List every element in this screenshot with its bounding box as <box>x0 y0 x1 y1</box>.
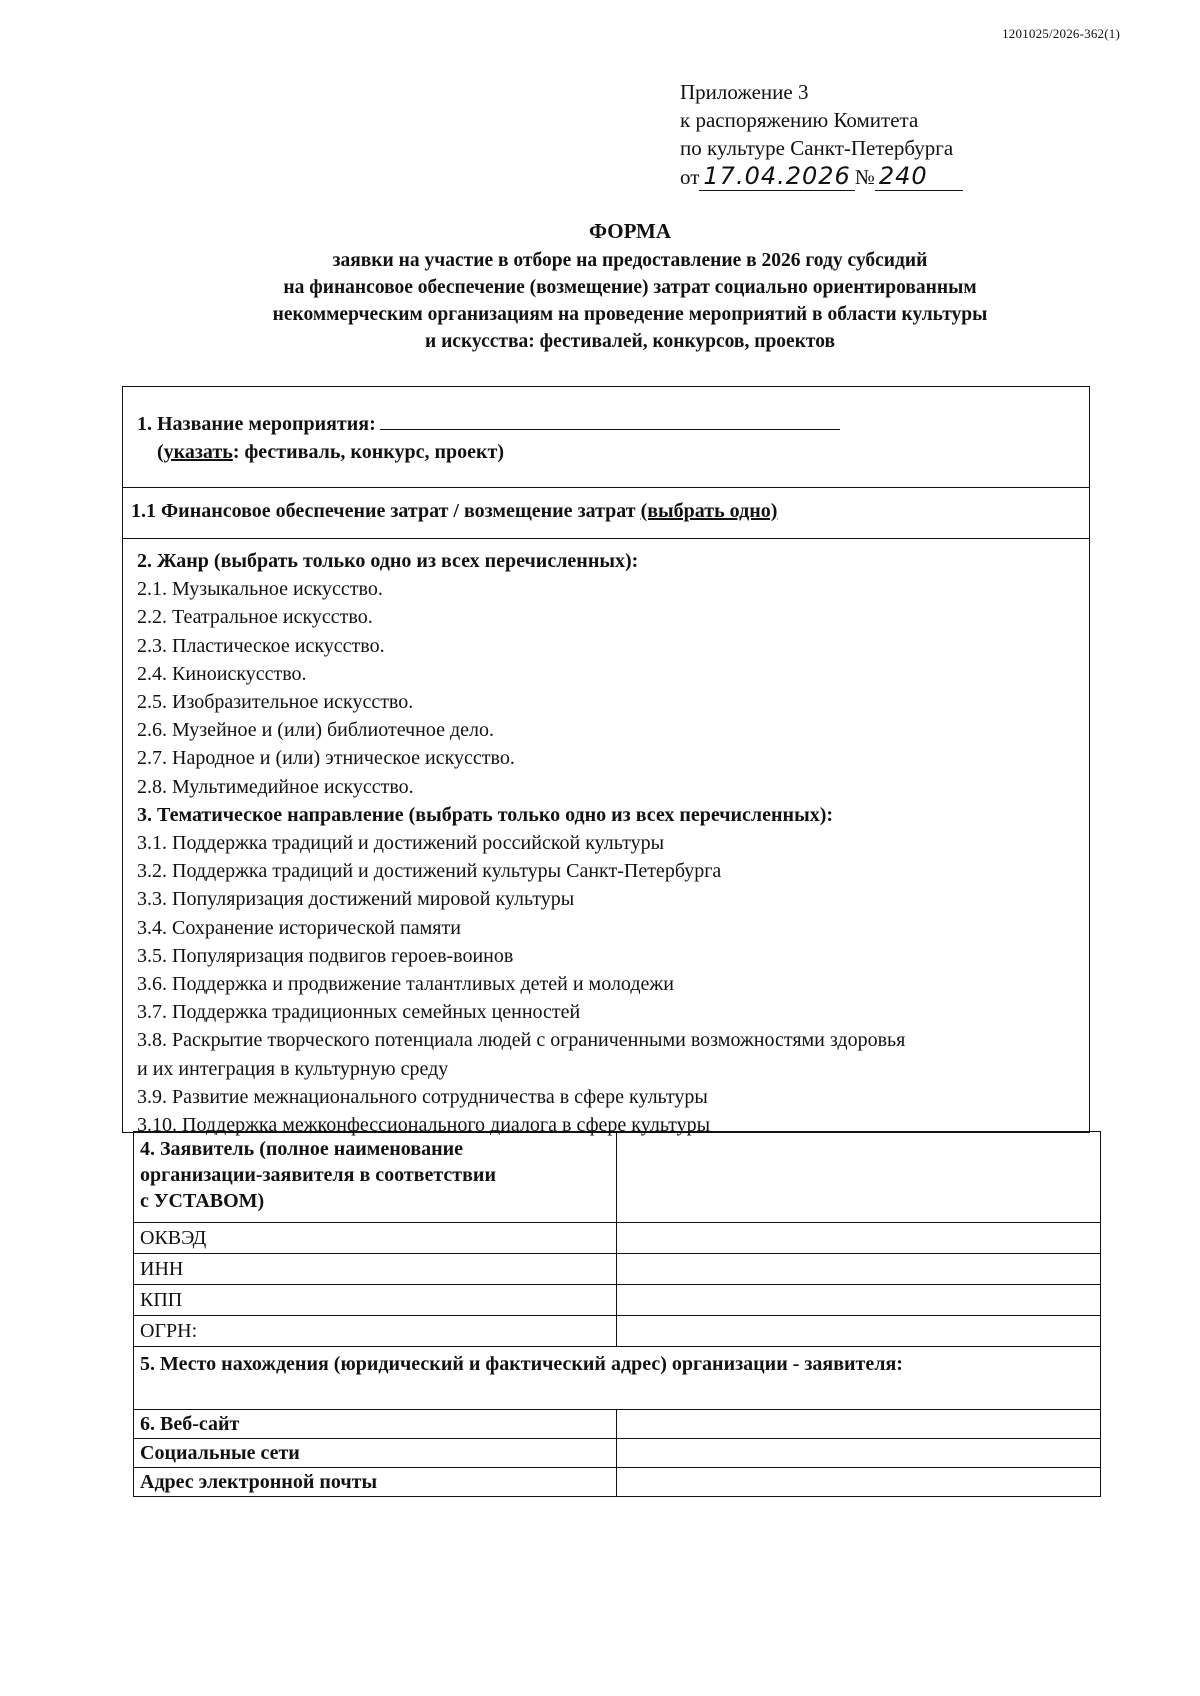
social-value-cell[interactable] <box>617 1439 1101 1468</box>
applicant-row <box>134 1132 1101 1223</box>
email-value-cell[interactable] <box>617 1468 1101 1497</box>
theme-option[interactable]: 3.1. Поддержка традиций и достижений российской культуры <box>137 832 665 855</box>
theme-option[interactable]: 3.10. Поддержка межконфессионального диалога в сфере культуры <box>137 1114 711 1137</box>
genre-option[interactable]: 2.2. Театральное искусство. <box>137 606 373 629</box>
appendix-header <box>680 78 963 191</box>
note-rest: : фестиваль, конкурс, проект) <box>232 441 504 463</box>
form-title <box>0 218 1200 355</box>
handwritten-date: 17.04.2026 <box>699 162 854 191</box>
ogrn-row <box>134 1316 1101 1347</box>
genre-option[interactable]: 2.4. Киноискусство. <box>137 662 307 685</box>
title-line-1: заявки на участие в отборе на предоставление в 2026 году субсидий <box>332 250 928 271</box>
title-line-3: некоммерческим организациям на проведение мероприятий в области культуры <box>272 304 988 325</box>
event-type-note <box>157 441 504 464</box>
website-row <box>134 1410 1101 1439</box>
social-row <box>134 1439 1101 1468</box>
theme-option[interactable]: 3.6. Поддержка и продвижение талантливых детей и молодежи <box>137 973 674 996</box>
theme-option[interactable]: 3.4. Сохранение исторической памяти <box>137 916 461 939</box>
theme-option[interactable]: 3.8. Раскрытие творческого потенциала людей с ограниченными возможностями здоровья <box>137 1029 906 1052</box>
email-label: Адрес электронной почты <box>134 1468 617 1497</box>
kpp-value-cell[interactable] <box>617 1285 1101 1316</box>
event-name-section <box>122 386 1090 488</box>
theme-option-continuation: и их интеграция в культурную среду <box>137 1057 449 1080</box>
social-label: Социальные сети <box>134 1439 617 1468</box>
website-value-cell[interactable] <box>617 1410 1101 1439</box>
ogrn-value-cell[interactable] <box>617 1316 1101 1347</box>
event-name-label: 1. Название мероприятия: <box>137 413 376 435</box>
form-word: ФОРМА <box>588 219 672 243</box>
okved-label: ОКВЭД <box>134 1223 617 1254</box>
theme-option[interactable]: 3.3. Популяризация достижений мировой культуры <box>137 888 575 911</box>
number-prefix: № <box>854 165 875 189</box>
event-name-field[interactable] <box>380 413 840 430</box>
address-row[interactable] <box>134 1347 1101 1410</box>
genre-option[interactable]: 2.7. Народное и (или) этническое искусство. <box>137 747 515 770</box>
appendix-line-1: Приложение 3 <box>680 80 809 104</box>
kpp-label: КПП <box>134 1285 617 1316</box>
inn-value-cell[interactable] <box>617 1254 1101 1285</box>
okved-value-cell[interactable] <box>617 1223 1101 1254</box>
genre-heading: 2. Жанр (выбрать только одно из всех перечисленных): <box>137 550 639 572</box>
theme-option[interactable]: 3.5. Популяризация подвигов героев-воинов <box>137 944 514 967</box>
inn-label: ИНН <box>134 1254 617 1285</box>
genre-and-theme-section <box>122 538 1090 1137</box>
date-prefix: от <box>680 165 700 189</box>
applicant-table <box>133 1131 1101 1497</box>
theme-option[interactable]: 3.9. Развитие межнационального сотрудничества в сфере культуры <box>137 1085 708 1108</box>
okved-row <box>134 1223 1101 1254</box>
title-line-4: и искусства: фестивалей, конкурсов, проектов <box>424 331 836 352</box>
applicant-label-line: с УСТАВОМ) <box>140 1190 265 1212</box>
genre-theme-list <box>137 547 905 1139</box>
genre-option[interactable]: 2.1. Музыкальное искусство. <box>137 578 383 601</box>
theme-option[interactable]: 3.7. Поддержка традиционных семейных ценностей <box>137 1001 581 1024</box>
theme-option[interactable]: 3.2. Поддержка традиций и достижений культуры Санкт-Петербурга <box>137 860 722 883</box>
financing-choose-note: (выбрать одно) <box>640 500 778 522</box>
genre-option[interactable]: 2.3. Пластическое искусство. <box>137 634 385 657</box>
genre-option[interactable]: 2.6. Музейное и (или) библиотечное дело. <box>137 719 495 742</box>
note-underlined: указать <box>163 441 233 463</box>
email-row <box>134 1468 1101 1497</box>
kpp-row <box>134 1285 1101 1316</box>
document-id: 1201025/2026-362(1) <box>1002 26 1120 41</box>
financing-type-row[interactable] <box>131 500 777 523</box>
theme-heading: 3. Тематическое направление (выбрать только одно из всех перечисленных): <box>137 803 834 826</box>
financing-type-section <box>122 487 1090 539</box>
appendix-date-line <box>680 162 963 191</box>
address-label: 5. Место нахождения (юридический и фактический адрес) организации - заявителя: <box>134 1347 1101 1410</box>
inn-row <box>134 1254 1101 1285</box>
website-label: 6. Веб-сайт <box>134 1410 617 1439</box>
ogrn-label: ОГРН: <box>134 1316 617 1347</box>
note-open-paren: ( <box>157 441 164 463</box>
applicant-value-cell[interactable] <box>617 1132 1101 1223</box>
applicant-label-line: организации-заявителя в соответствии <box>140 1164 496 1186</box>
handwritten-number: 240 <box>875 162 963 191</box>
event-name-row <box>137 413 840 436</box>
title-line-2: на финансовое обеспечение (возмещение) затрат социально ориентированным <box>283 277 977 298</box>
appendix-line-3: по культуре Санкт-Петербурга <box>680 136 954 160</box>
applicant-label <box>134 1132 617 1223</box>
appendix-line-2: к распоряжению Комитета <box>680 108 919 132</box>
applicant-label-line: 4. Заявитель (полное наименование <box>140 1138 464 1160</box>
genre-option[interactable]: 2.8. Мультимедийное искусство. <box>137 775 414 798</box>
genre-option[interactable]: 2.5. Изобразительное искусство. <box>137 691 414 714</box>
financing-type-text: 1.1 Финансовое обеспечение затрат / возмещение затрат <box>131 500 641 522</box>
